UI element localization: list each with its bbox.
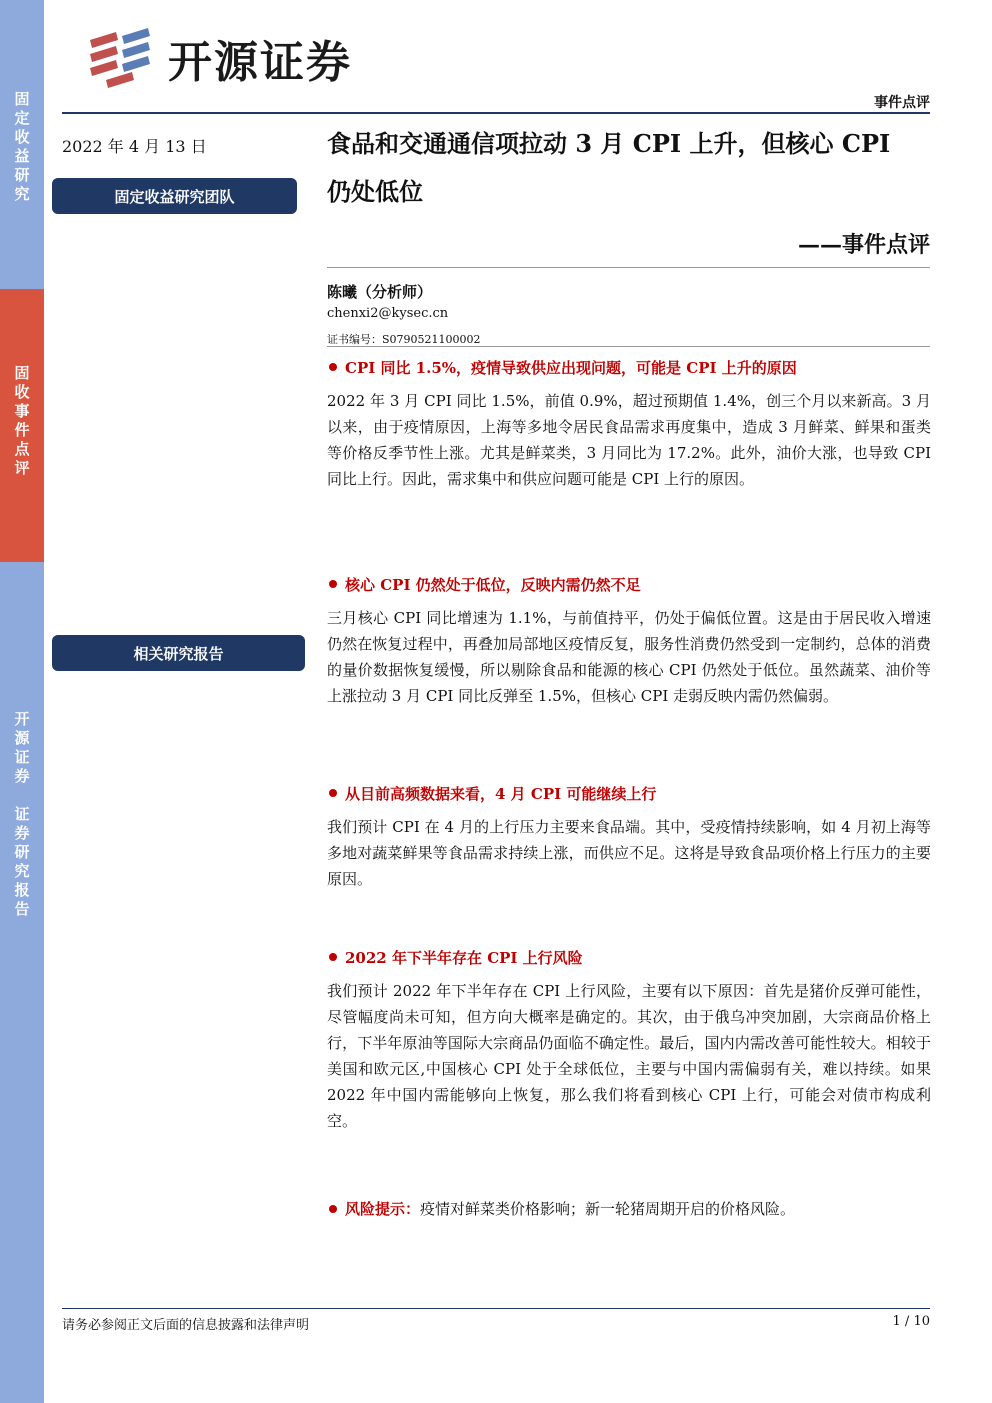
section-heading: CPI 同比 1.5%，疫情导致供应出现问题，可能是 CPI 上升的原因 <box>327 356 931 378</box>
sidebar-research-report: 开 源 证 券 证 券 研 究 报 告 <box>0 562 44 1403</box>
footer-disclaimer: 请务必参阅正文后面的信息披露和法律声明 <box>62 1318 310 1333</box>
bullet-icon <box>329 953 337 961</box>
bullet-icon <box>329 789 337 797</box>
page-number: 1 / 10 <box>892 1314 930 1329</box>
title-divider <box>327 267 930 268</box>
analyst-license: 证书编号：S0790521100002 <box>327 333 481 346</box>
side-bar <box>0 0 44 1403</box>
bullet-icon <box>329 363 337 371</box>
analyst-divider <box>327 346 930 347</box>
bullet-icon <box>329 580 337 588</box>
section-body: 我们预计 2022 年下半年存在 CPI 上行风险，主要有以下原因：首先是猪价反弹可能性，尽管幅度尚未可知，但方向大概率是确定的。其次，由于俄乌冲突加剧，大宗商品价格上行，下半年原油等国际大宗商品仍面临不确定性。最后，国内内需改善可能性较大。相较于美国和欧元区,中国核心 CPI 处于全球低位，主要与中国内需偏弱有关，难以持续。如果 2022 年中国内需能够向上恢复，那么我们将看到核心 CPI 上行，可能会对债市构成利空。 <box>327 982 931 1130</box>
sidebar-fixed-income: 固 定 收 益 研 究 <box>0 0 44 289</box>
bullet-icon <box>329 1205 337 1213</box>
report-subtitle: ——事件点评 <box>797 232 930 258</box>
risk-warning <box>327 1198 795 1219</box>
team-badge: 固定收益研究团队 <box>52 178 297 214</box>
risk-label: 风险提示： <box>345 1200 421 1218</box>
section-body: 我们预计 CPI 在 4 月的上行压力主要来食品端。其中，受疫情持续影响，如 4 月初上海等多地对蔬菜鲜果等食品需求持续上涨，而供应不足。这将是导致食品项价格上行压力的主要原因。 <box>327 818 931 888</box>
section-body: 三月核心 CPI 同比增速为 1.1%，与前值持平，仍处于偏低位置。这是由于居民收入增速仍然在恢复过程中，再叠加局部地区疫情反复，服务性消费仍然受到一定制约，总体的消费的量价数据恢复缓慢，所以剔除食品和能源的核心 CPI 仍然处于低位。虽然蔬菜、油价等上涨拉动 3 月 CPI 同比反弹至 1.5%，但核心 CPI 走弱反映内需仍然偏弱。 <box>327 609 931 705</box>
risk-text: 疫情对鲜菜类价格影响；新一轮猪周期开启的价格风险。 <box>420 1200 796 1218</box>
report-date: 2022 年 4 月 13 日 <box>62 137 207 156</box>
logo-text: 开源证券 <box>168 37 352 88</box>
section-april-outlook <box>327 782 931 892</box>
header-divider <box>62 112 930 114</box>
section-core-cpi <box>327 573 931 709</box>
footer-divider <box>62 1308 930 1309</box>
logo-mark-icon <box>86 28 164 88</box>
section-heading: 2022 年下半年存在 CPI 上行风险 <box>327 946 931 968</box>
report-type: 事件点评 <box>874 95 930 111</box>
section-cpi-yoy <box>327 356 931 492</box>
report-title <box>327 120 927 216</box>
analyst-email[interactable]: chenxi2@kysec.cn <box>327 306 449 321</box>
section-h2-risk <box>327 946 931 1134</box>
company-logo <box>86 28 386 88</box>
title-line-2: 仍处低位 <box>327 177 423 206</box>
section-heading: 核心 CPI 仍然处于低位，反映内需仍然不足 <box>327 573 931 595</box>
title-line-1: 食品和交通通信项拉动 3 月 CPI 上升，但核心 CPI <box>327 129 891 158</box>
section-body: 2022 年 3 月 CPI 同比 1.5%，前值 0.9%，超过预期值 1.4%，创三个月以来新高。3 月以来，由于疫情原因，上海等多地令居民食品需求再度集中，造成 3 月鲜菜、鲜果和蛋类等价格反季节性上涨。尤其是鲜菜类，3 月同比为 17.2%。此外，油价大涨，也导致 CPI 同比上行。因此，需求集中和供应问题可能是 CPI 上行的原因。 <box>327 392 931 488</box>
section-heading: 从目前高频数据来看，4 月 CPI 可能继续上行 <box>327 782 931 804</box>
related-reports-header: 相关研究报告 <box>52 635 305 671</box>
sidebar-event-review: 固 收 事 件 点 评 <box>0 289 44 562</box>
analyst-name: 陈曦（分析师） <box>327 283 433 301</box>
